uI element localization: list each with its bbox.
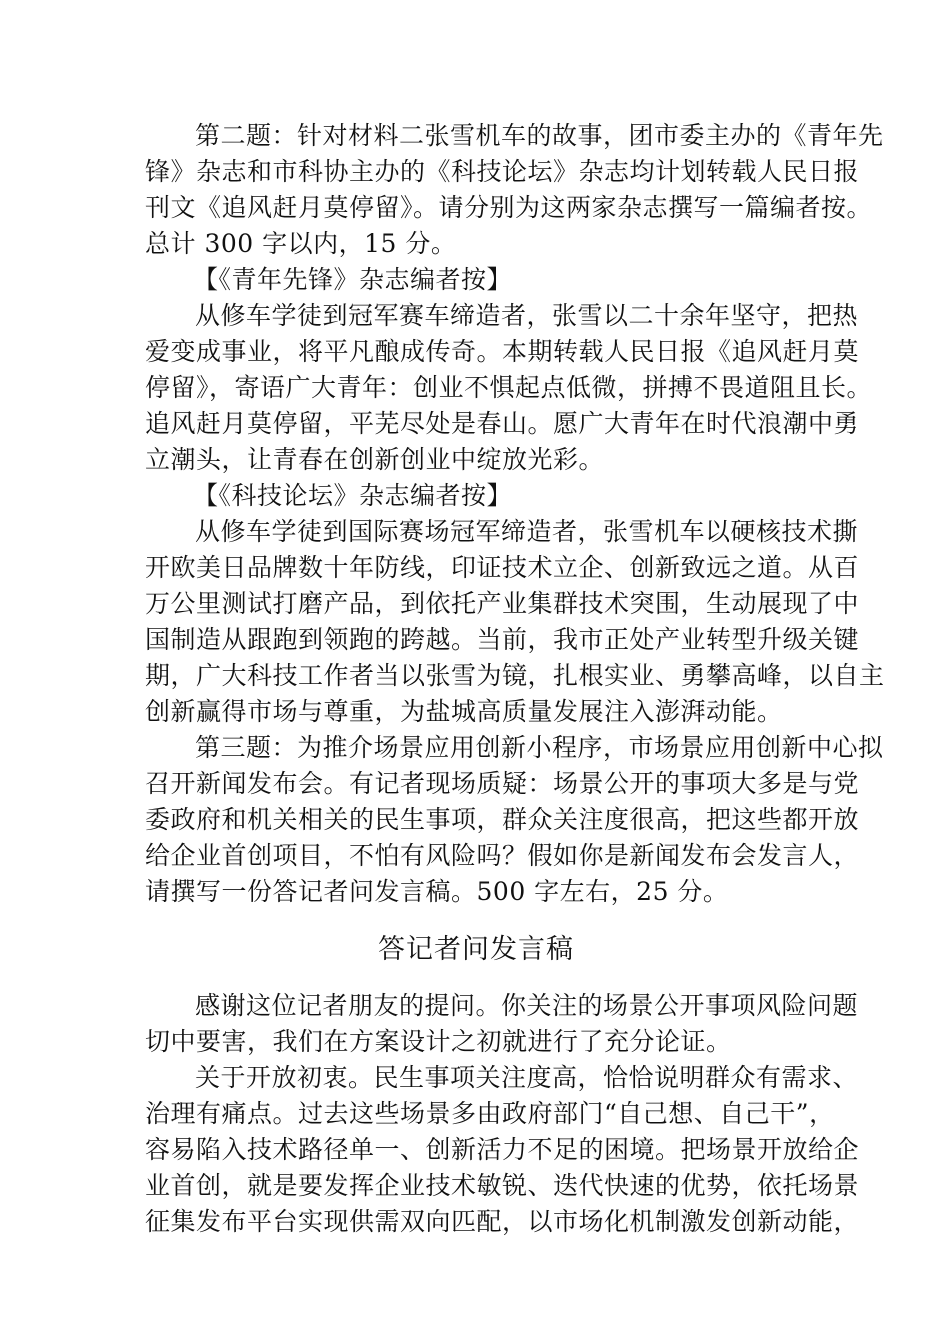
document-page	[145, 118, 885, 1240]
speech-line: 感谢这位记者朋友的提问。你关注的场景公开事项风险问题	[195, 991, 859, 1020]
tech-note-line: 从修车学徒到国际赛场冠军缔造者，张雪机车以硬核技术撕	[195, 517, 859, 546]
speech-line: 业首创，就是要发挥企业技术敏锐、迭代快速的优势，依托场景	[145, 1171, 860, 1200]
q3-line: 请撰写一份答记者问发言稿。500 字左右，25 分。	[145, 877, 729, 906]
speech-line: 切中要害，我们在方案设计之初就进行了充分论证。	[145, 1027, 732, 1056]
q2-line: 锋》杂志和市科协主办的《科技论坛》杂志均计划转载人民日报	[145, 157, 860, 186]
tech-note-line: 期，广大科技工作者当以张雪为镜，扎根实业、勇攀高峰，以自主	[145, 661, 885, 690]
q3-paragraph	[145, 730, 884, 910]
q2-line: 总计 300 字以内，15 分。	[145, 229, 457, 258]
youth-note-line: 从修车学徒到冠军赛车缔造者，张雪以二十余年坚守，把热	[195, 301, 859, 330]
q3-line: 委政府和机关相关的民生事项，群众关注度很高，把这些都开放	[145, 805, 860, 834]
q3-line: 召开新闻发布会。有记者现场质疑：场景公开的事项大多是与党	[145, 769, 860, 798]
speech-paragraph-1	[145, 988, 859, 1060]
tech-note-line: 国制造从跟跑到领跑的跨越。当前，我市正处产业转型升级关键	[145, 625, 860, 654]
tech-note-paragraph	[145, 514, 885, 730]
speech-line: 征集发布平台实现供需双向匹配，以市场化机制激发创新动能，	[145, 1207, 860, 1236]
q3-line: 第三题：为推介场景应用创新小程序，市场景应用创新中心拟	[195, 733, 884, 762]
speech-line: 关于开放初衷。民生事项关注度高，恰恰说明群众有需求、	[195, 1063, 859, 1092]
youth-note-line: 停留》，寄语广大青年：创业不惧起点低微，拼搏不畏道阻且长。	[145, 373, 873, 402]
q2-paragraph	[145, 118, 884, 262]
youth-note-line: 追风赶月莫停留，平芜尽处是春山。愿广大青年在时代浪潮中勇	[145, 409, 860, 438]
q2-line: 刊文《追风赶月莫停留》。请分别为这两家杂志撰写一篇编者按。	[145, 193, 873, 222]
youth-note-heading: 【《青年先锋》杂志编者按】	[193, 265, 513, 294]
tech-note-line: 万公里测试打磨产品，到依托产业集群技术突围，生动展现了中	[145, 589, 860, 618]
speech-title: 答记者问发言稿	[378, 934, 574, 965]
q2-line: 第二题：针对材料二张雪机车的故事，团市委主办的《青年先	[195, 121, 884, 150]
youth-note-line: 立潮头，让青春在创新创业中绽放光彩。	[145, 445, 605, 474]
tech-note-line: 创新赢得市场与尊重，为盐城高质量发展注入澎湃动能。	[145, 697, 783, 726]
tech-note-heading: 【《科技论坛》杂志编者按】	[193, 481, 513, 510]
speech-line: 治理有痛点。过去这些场景多由政府部门“自己想、自己干”，	[145, 1099, 835, 1128]
speech-line: 容易陷入技术路径单一、创新活力不足的困境。把场景开放给企	[145, 1135, 860, 1164]
youth-note-paragraph	[145, 298, 873, 478]
tech-note-line: 开欧美日品牌数十年防线，印证技术立企、创新致远之道。从百	[145, 553, 860, 582]
speech-paragraph-2	[145, 1060, 860, 1240]
youth-note-line: 爱变成事业，将平凡酿成传奇。本期转载人民日报《追风赶月莫	[145, 337, 860, 366]
q3-line: 给企业首创项目，不怕有风险吗？假如你是新闻发布会发言人，	[145, 841, 860, 870]
